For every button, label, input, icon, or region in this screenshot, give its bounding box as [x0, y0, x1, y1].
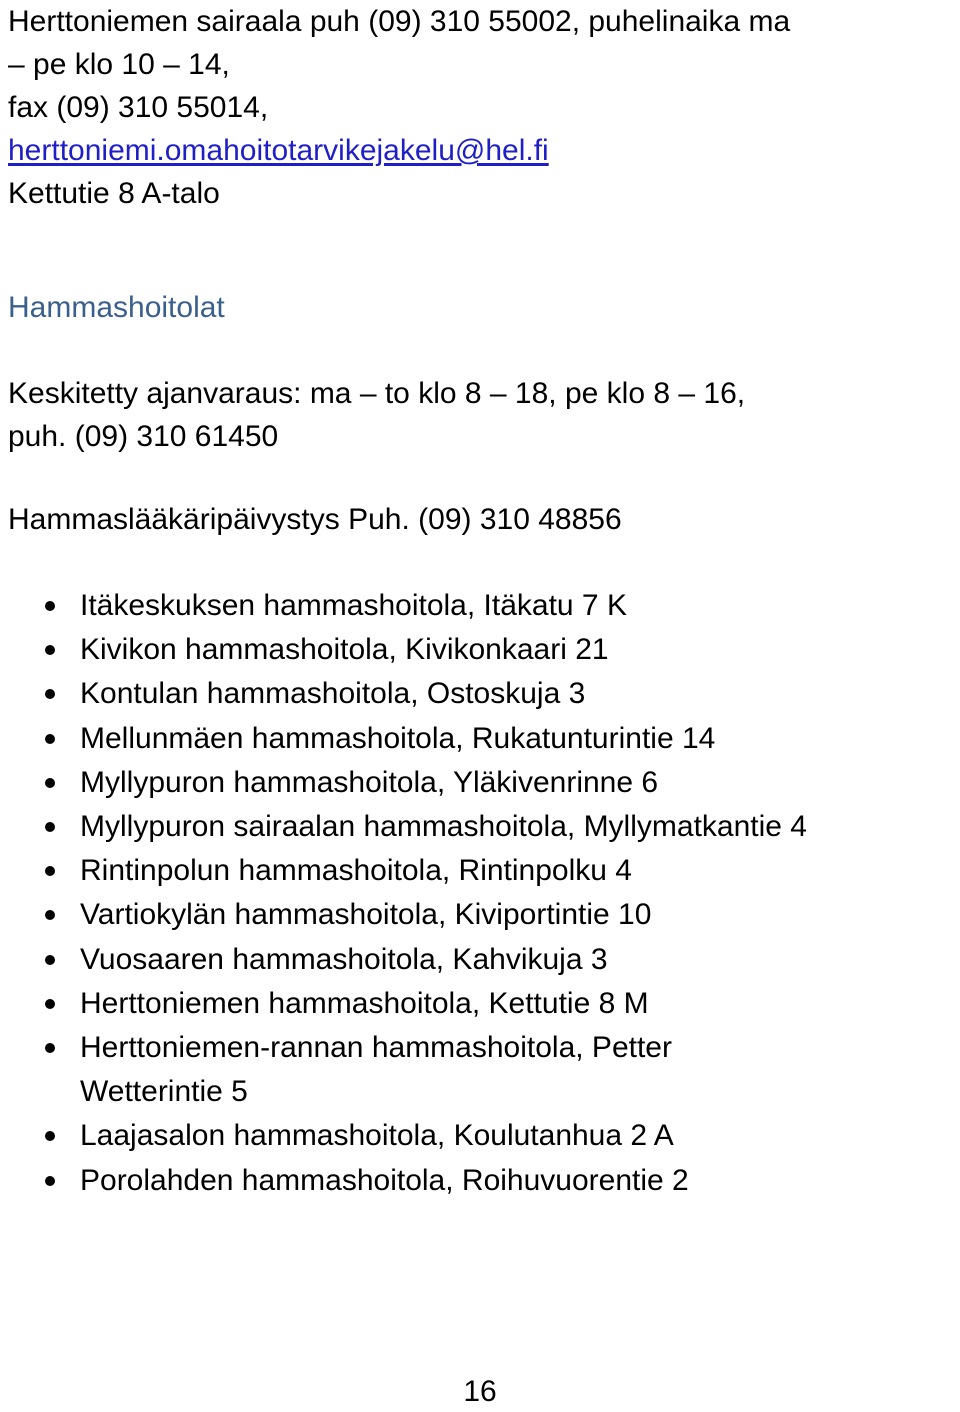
list-item — [0, 628, 960, 672]
list-item — [0, 717, 960, 761]
contact-block — [8, 0, 960, 215]
clinic-list — [0, 584, 960, 1203]
bullet-icon — [45, 778, 55, 788]
list-item — [0, 805, 960, 849]
bullet-icon — [45, 955, 55, 965]
email-link[interactable]: herttoniemi.omahoitotarvikejakelu@hel.fi — [8, 134, 549, 167]
clinic-name: Porolahden hammashoitola, Roihuvuorentie 2 — [80, 1163, 689, 1197]
clinic-name: Vartiokylän hammashoitola, Kiviportintie 10 — [80, 898, 652, 932]
list-item — [0, 982, 960, 1026]
list-item — [0, 672, 960, 716]
bullet-icon — [45, 601, 55, 611]
list-item — [0, 584, 960, 628]
list-item — [0, 893, 960, 937]
emergency-info — [8, 498, 622, 541]
clinic-name: Herttoniemen-rannan hammashoitola, Petter Wetterintie 5 — [80, 1031, 672, 1109]
bullet-icon — [45, 822, 55, 832]
bullet-icon — [45, 999, 55, 1009]
clinic-name: Laajasalon hammashoitola, Koulutanhua 2 A — [80, 1119, 674, 1153]
booking-line-1: Keskitetty ajanvaraus: ma – to klo 8 – 18, pe klo 8 – 16, — [8, 377, 746, 410]
bullet-icon — [45, 1131, 55, 1141]
bullet-icon — [45, 689, 55, 699]
clinic-name: Herttoniemen hammashoitola, Kettutie 8 M — [80, 986, 649, 1020]
bullet-icon — [45, 910, 55, 920]
clinic-name: Mellunmäen hammashoitola, Rukatunturintie 14 — [80, 721, 716, 755]
clinic-name: Itäkeskuksen hammashoitola, Itäkatu 7 K — [80, 589, 627, 622]
contact-line-1: Herttoniemen sairaala puh (09) 310 55002, puhelinaika ma — [8, 5, 791, 38]
booking-line-2: puh. (09) 310 61450 — [8, 420, 279, 453]
list-item — [0, 849, 960, 893]
bullet-icon — [45, 866, 55, 876]
section-heading: Hammashoitolat — [8, 291, 225, 324]
bullet-icon — [45, 1043, 55, 1053]
clinic-name: Myllypuron sairaalan hammashoitola, Myllymatkantie 4 — [80, 810, 807, 844]
list-item — [0, 1114, 960, 1158]
clinic-name: Rintinpolun hammashoitola, Rintinpolku 4 — [80, 854, 632, 888]
list-item — [0, 761, 960, 805]
clinic-name: Vuosaaren hammashoitola, Kahvikuja 3 — [80, 942, 608, 976]
list-item — [0, 938, 960, 982]
emergency-line: Hammaslääkäripäivystys Puh. (09) 310 48856 — [8, 503, 622, 536]
clinic-name: Myllypuron hammashoitola, Yläkivenrinne 6 — [80, 765, 659, 799]
contact-address: Kettutie 8 A-talo — [8, 177, 220, 210]
list-item — [0, 1159, 960, 1203]
booking-info — [8, 372, 745, 458]
bullet-icon — [45, 645, 55, 655]
page-number: 16 — [463, 1375, 497, 1408]
list-item — [0, 1026, 960, 1114]
bullet-icon — [45, 734, 55, 744]
contact-line-2: – pe klo 10 – 14, — [8, 48, 230, 81]
contact-fax: fax (09) 310 55014, — [8, 91, 269, 124]
clinic-name: Kivikon hammashoitola, Kivikonkaari 21 — [80, 633, 609, 667]
bullet-icon — [45, 1176, 55, 1186]
clinic-name: Kontulan hammashoitola, Ostoskuja 3 — [80, 677, 586, 711]
